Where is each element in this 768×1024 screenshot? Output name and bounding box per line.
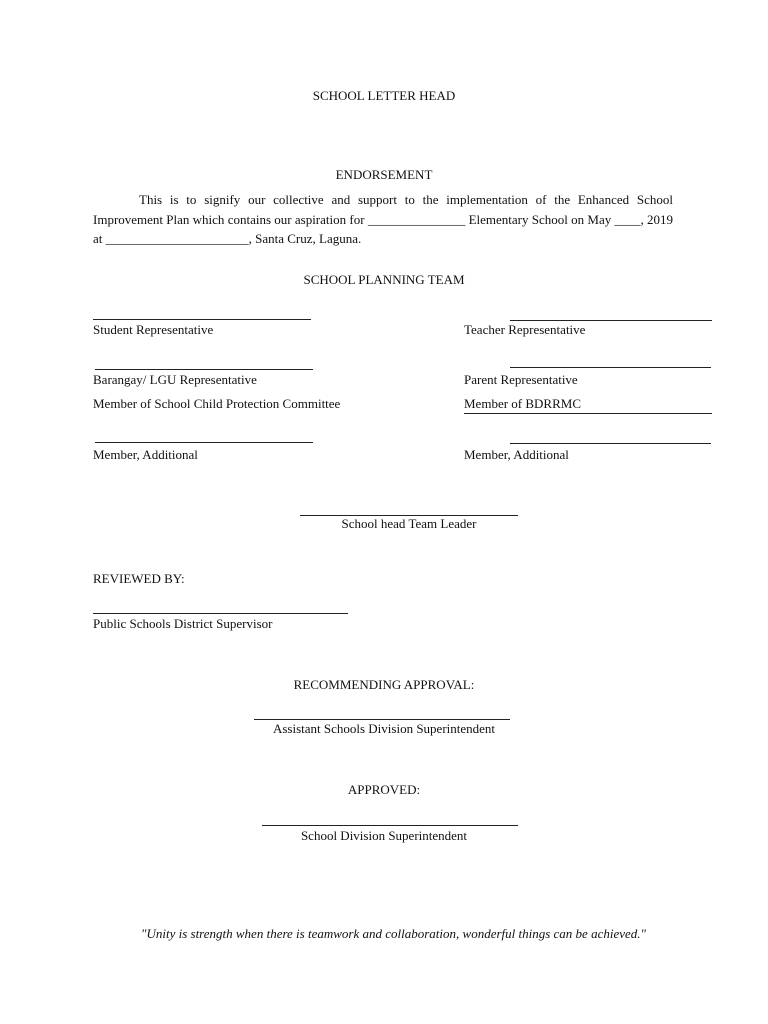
- signatory-teacher-representative: Teacher Representative: [464, 322, 586, 337]
- signature-line-parent: [510, 367, 711, 368]
- signatory-additional-member-left: Member, Additional: [93, 447, 198, 462]
- signatory-team-leader: School head Team Leader: [341, 516, 477, 531]
- signature-line-student: [93, 319, 311, 320]
- endorsement-paragraph: [93, 190, 673, 249]
- signatory-additional-member-right: Member, Additional: [464, 447, 569, 462]
- signatory-parent-representative: Parent Representative: [464, 372, 578, 387]
- signature-line-barangay: [95, 369, 313, 370]
- signatory-division-superintendent: School Division Superintendent: [300, 828, 468, 843]
- signature-line-division-superintendent: [262, 825, 518, 826]
- signature-line-bdrrmc: [464, 413, 712, 414]
- letterhead: SCHOOL LETTER HEAD: [312, 88, 456, 103]
- reviewed-by-heading: REVIEWED BY:: [93, 571, 185, 586]
- signature-line-assistant-superintendent: [254, 719, 510, 720]
- endorsement-title: ENDORSEMENT: [335, 167, 433, 182]
- signature-line-district-supervisor: [93, 613, 348, 614]
- signature-line-teacher: [510, 320, 712, 321]
- recommending-approval-heading: RECOMMENDING APPROVAL:: [293, 677, 475, 692]
- approved-heading: APPROVED:: [347, 782, 421, 797]
- signature-line-additional-right: [510, 443, 711, 444]
- signatory-child-protection-member: Member of School Child Protection Committee: [93, 396, 341, 411]
- signatory-student-representative: Student Representative: [93, 322, 214, 337]
- unity-quote: [93, 922, 673, 946]
- signature-line-additional-left: [95, 442, 313, 443]
- signatory-assistant-superintendent: Assistant Schools Division Superintendent: [272, 721, 496, 736]
- signatory-district-supervisor: Public Schools District Supervisor: [93, 616, 273, 631]
- signatory-barangay-representative: Barangay/ LGU Representative: [93, 372, 257, 387]
- endorsement-body: This is to signify our collective and support to the implementation of the Enhanced School Improvement Plan which contains our aspiration for _______________ Elementary School on May ____, 2019 at ______________________, Santa Cruz, Laguna.: [93, 192, 673, 246]
- signatory-bdrrmc-member: Member of BDRRMC: [464, 396, 581, 411]
- planning-team-title: SCHOOL PLANNING TEAM: [303, 272, 465, 287]
- unity-quote-text: "Unity is strength when there is teamwork and collaboration, wonderful things can be achieved.": [141, 926, 646, 941]
